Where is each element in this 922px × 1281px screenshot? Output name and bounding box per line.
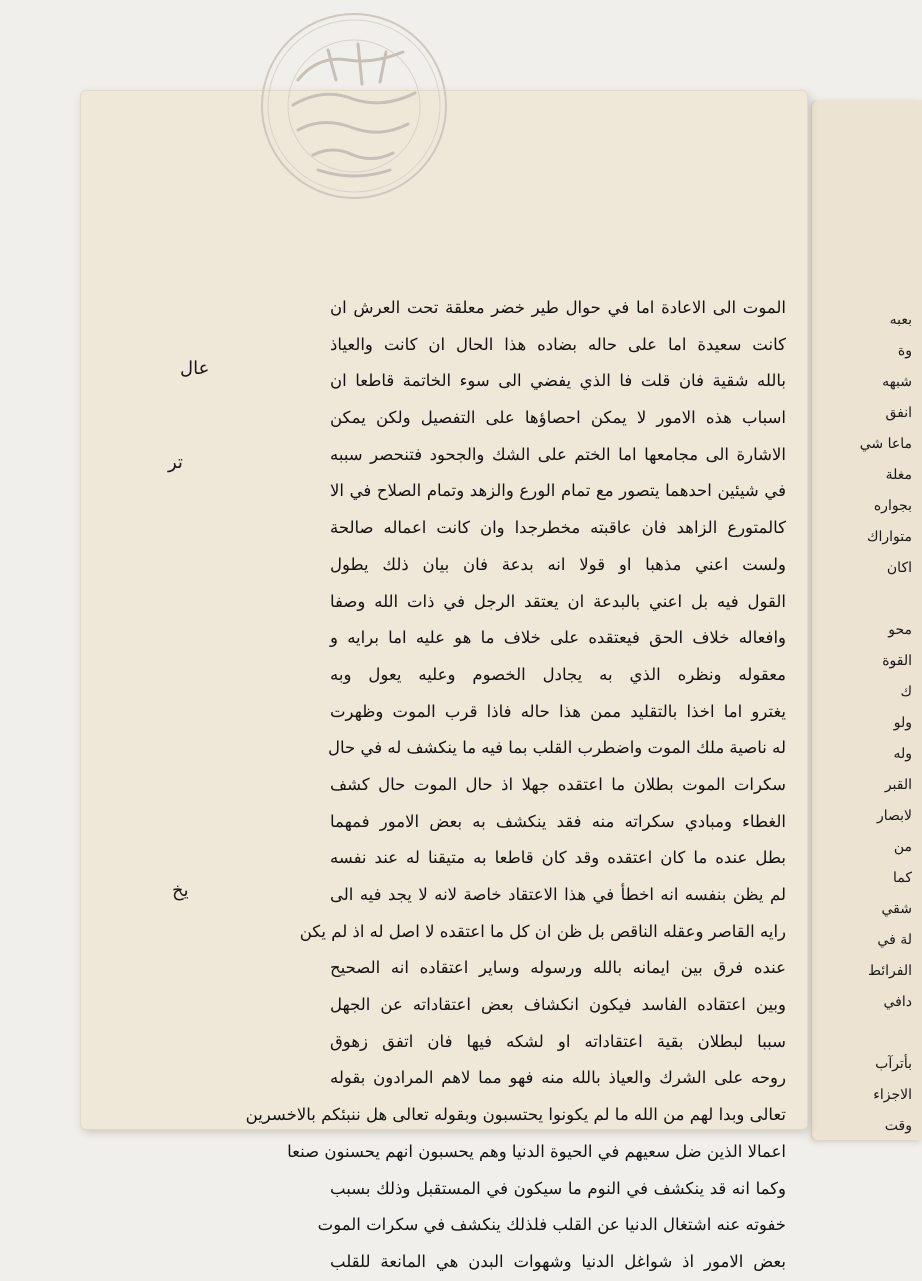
facing-text-line: دافي bbox=[883, 994, 912, 1010]
facing-text-line: الفرائط bbox=[867, 963, 912, 979]
text-line: اسباب هذه الامور لا يمكن احصاؤها على التفصيل ولكن يمكن bbox=[330, 408, 786, 428]
facing-text-line: وله bbox=[893, 746, 912, 762]
facing-text-line: ك bbox=[900, 684, 912, 700]
text-line: خفوته عنه اشتغال الدنيا عن القلب فلذلك ينكشف في سكرات الموت bbox=[317, 1215, 786, 1235]
facing-text-line: انفق bbox=[885, 405, 912, 421]
library-seal-stamp bbox=[258, 10, 450, 202]
facing-text-line: كما bbox=[892, 870, 912, 886]
text-line: بالله شقية فان قلت فا الذي يفضي الى سوء الخاتمة قاطعا ان bbox=[330, 371, 786, 391]
text-line: الموت الى الاعادة اما في حوال طير خضر معلقة تحت العرش ان bbox=[330, 298, 786, 317]
facing-text-line: بأترآب bbox=[875, 1056, 912, 1072]
text-line: وبين اعتقاده الفاسد فيكون انكشاف بعض اعتقاداته عن الجهل bbox=[330, 995, 786, 1015]
manuscript-page bbox=[80, 90, 808, 1271]
text-line: سكرات الموت بطلان ما اعتقده جهلا اذ حال الموت حال كشف bbox=[330, 774, 786, 794]
facing-text-line: القوة bbox=[882, 653, 912, 669]
facing-text-line: وة bbox=[897, 343, 912, 359]
facing-text-line: لابصار bbox=[876, 808, 912, 824]
text-line: في شيئين احدهما يتصور مع تمام الورع والزهد وتمام الصلاح في الا bbox=[330, 481, 786, 501]
margin-note: تر bbox=[168, 452, 183, 473]
text-line: عنده فرق بين ايمانه بالله ورسوله وساير اعتقاده انه الصحيح bbox=[330, 958, 786, 978]
text-line: تعالى وبدا لهم من الله ما لم يكونوا يحتسبون وبقوله تعالى هل ننبئكم بالاخسرين bbox=[245, 1105, 786, 1125]
facing-page-text bbox=[820, 305, 912, 1142]
text-line: يغترو اما اخذا بالتقليد ممن هذا حاله فاذا قرب الموت وظهرت bbox=[330, 701, 786, 721]
facing-text-line bbox=[820, 1018, 912, 1049]
text-line: روحه على الشرك والعياذ بالله منه فهو مما لاهم المرادون بقوله bbox=[330, 1068, 786, 1088]
facing-text-line: ماعا شي bbox=[859, 436, 912, 452]
text-line: الاشارة الى مجامعها اما الختم على الشك والجحود فتنحصر سببه bbox=[330, 444, 786, 464]
facing-text-line: ولو bbox=[893, 715, 912, 731]
facing-text-line: لة في bbox=[877, 932, 912, 948]
text-line: وكما انه قد ينكشف في النوم ما سيكون في المستقبل وذلك بسبب bbox=[330, 1178, 786, 1198]
facing-text-line: من bbox=[893, 839, 912, 855]
facing-text-line: بعبه bbox=[889, 312, 912, 328]
facing-text-line: محو bbox=[888, 622, 912, 638]
facing-text-line: وقت bbox=[884, 1118, 912, 1134]
facing-text-line bbox=[820, 584, 912, 615]
facing-text-line: شبهه bbox=[882, 374, 912, 390]
text-line: القول فيه بل اعني بالبدعة ان يعتقد الرجل في ذات الله وصفا bbox=[330, 591, 786, 611]
facing-page bbox=[812, 100, 922, 1140]
text-line: له ناصية ملك الموت واضطرب القلب بما فيه ما ينكشف له في حال bbox=[328, 738, 786, 758]
facing-text-line: متواراك bbox=[866, 529, 912, 545]
facing-text-line: الاجزاء bbox=[873, 1087, 912, 1103]
text-line: لم يظن بنفسه انه اخطأ في هذا الاعتقاد خاصة لانه لا يجد فيه الى bbox=[330, 885, 786, 904]
facing-text-line: اكان bbox=[886, 560, 912, 576]
text-line: الغطاء ومبادي سكراته منه فقد ينكشف به بعض الامور فمهما bbox=[330, 811, 786, 831]
facing-text-line: بجواره bbox=[873, 498, 912, 514]
text-line: وافعاله خلاف الحق فيعتقده على خلاف ما هو عليه اما برايه و bbox=[330, 628, 786, 648]
text-line: بعض الامور اذ شواغل الدنيا وشهوات البدن هي المانعة للقلب bbox=[330, 1251, 786, 1271]
main-text-block bbox=[245, 290, 786, 1281]
text-line: معقوله ونظره الذي به يجادل الخصوم وعليه يعول وبه bbox=[330, 664, 786, 684]
text-line: اعمالا الذين ضل سعيهم في الحيوة الدنيا وهم يحسبون انهم يحسنون صنعا bbox=[287, 1141, 786, 1161]
text-line: ولست اعني مذهبا او قولا انه بدعة فان بيان ذلك يطول bbox=[330, 554, 786, 574]
text-line: بطل عنده ما كان اعتقده وقد كان قاطعا به متيقنا له عند نفسه bbox=[330, 848, 786, 868]
facing-text-line: مغلة bbox=[885, 467, 912, 483]
margin-note: عال bbox=[180, 358, 210, 379]
facing-text-line: شقي bbox=[881, 901, 912, 917]
margin-note: يخ bbox=[172, 880, 189, 901]
text-line: سببا لبطلان بقية اعتقاداته او لشكه فيها فان اتفق زهوق bbox=[330, 1031, 786, 1051]
text-line: رايه القاصر وعقله الناقص بل ظن ان كل ما اعتقده لا اصل له اذ لم يكن bbox=[299, 921, 786, 941]
facing-text-line: القبر bbox=[884, 777, 912, 793]
text-line: كالمتورع الزاهد فان عاقبته مخطرجدا وان كانت اعماله صالحة bbox=[330, 518, 786, 538]
text-line: كانت سعيدة اما على حاله بضاده هذا الحال ان كانت والعياذ bbox=[330, 334, 786, 354]
